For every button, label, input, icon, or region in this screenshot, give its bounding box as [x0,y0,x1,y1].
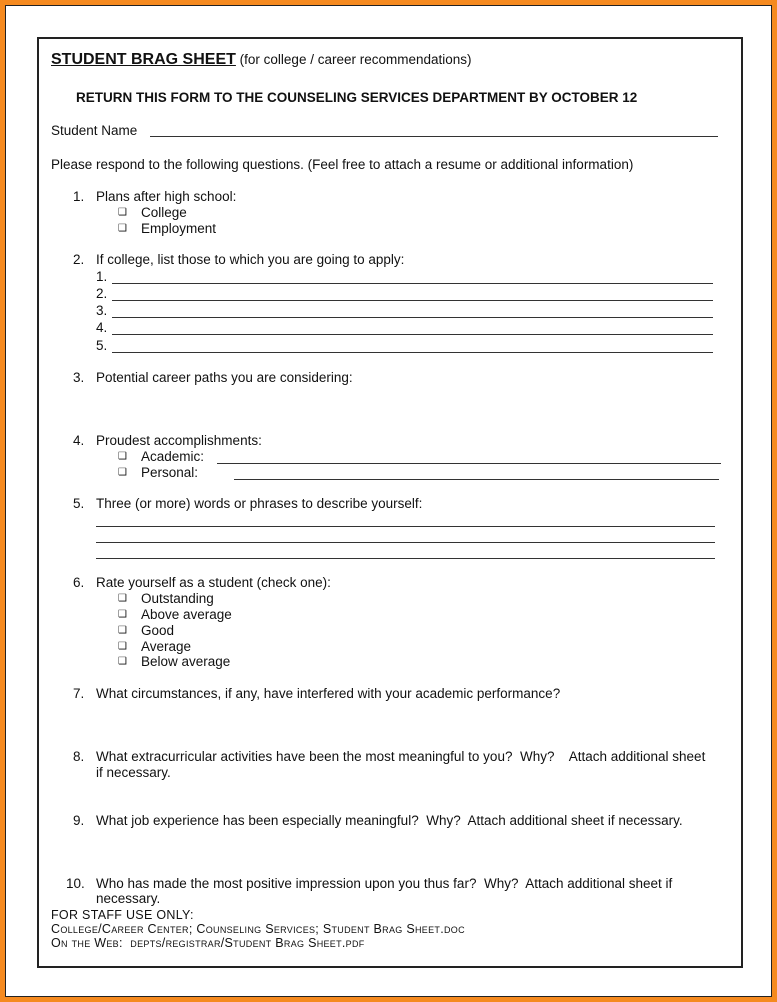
college-3-label: 3. [96,303,108,318]
student-name-field[interactable] [150,136,718,137]
option-average: Average [141,639,192,654]
q10-text-cont: necessary. [96,891,161,906]
option-below-average: Below average [141,654,231,669]
q9-number: 9. [73,813,85,828]
checkbox-good[interactable]: ❑ [118,625,127,636]
q9-text: What job experience has been especially meaningful? Why? Attach additional sheet if necessary. [96,813,683,828]
form-title: STUDENT BRAG SHEET [51,51,236,68]
checkbox-college[interactable]: ❑ [118,207,127,218]
return-notice: RETURN THIS FORM TO THE COUNSELING SERVICES DEPARTMENT BY OCTOBER 12 [76,90,638,105]
option-outstanding: Outstanding [141,591,214,606]
q7-text: What circumstances, if any, have interfered with your academic performance? [96,686,561,701]
option-college: College [141,205,187,220]
q7-number: 7. [73,686,85,701]
form-header [51,52,472,68]
instructions: Please respond to the following questions. (Feel free to attach a resume or additional information) [51,157,634,172]
checkbox-employment[interactable]: ❑ [118,223,127,234]
q1-text: Plans after high school: [96,189,237,204]
checkbox-average[interactable]: ❑ [118,641,127,652]
describe-field-3[interactable] [96,558,715,559]
form-subtitle: (for college / career recommendations) [239,52,472,67]
q1-number: 1. [73,189,85,204]
q3-number: 3. [73,370,85,385]
q8-text: What extracurricular activities have been the most meaningful to you? Why? Attach additional sheet [96,749,706,764]
describe-field-1[interactable] [96,526,715,527]
q2-text: If college, list those to which you are going to apply: [96,252,405,267]
college-1-field[interactable] [112,283,713,284]
q4-number: 4. [73,433,85,448]
checkbox-above-average[interactable]: ❑ [118,609,127,620]
q6-text: Rate yourself as a student (check one): [96,575,331,590]
q2-number: 2. [73,252,85,267]
academic-label: Academic: [141,449,205,464]
option-above-average: Above average [141,607,232,622]
q8-text-cont: if necessary. [96,765,171,780]
checkbox-academic[interactable]: ❑ [118,451,127,462]
option-employment: Employment [141,221,217,236]
college-2-label: 2. [96,286,108,301]
q5-text: Three (or more) words or phrases to describe yourself: [96,496,423,511]
checkbox-personal[interactable]: ❑ [118,467,127,478]
college-2-field[interactable] [112,300,713,301]
q5-number: 5. [73,496,85,511]
q4-text: Proudest accomplishments: [96,433,262,448]
student-name-label: Student Name [51,123,138,138]
checkbox-outstanding[interactable]: ❑ [118,593,127,604]
college-3-field[interactable] [112,317,713,318]
q3-text: Potential career paths you are considering: [96,370,353,385]
describe-field-2[interactable] [96,542,715,543]
option-good: Good [141,623,175,638]
web-location: On the Web: depts/registrar/Student Brag Sheet.pdf [51,936,365,950]
staff-use-label: FOR STAFF USE ONLY: [51,908,194,922]
q6-number: 6. [73,575,85,590]
college-5-label: 5. [96,338,108,353]
college-5-field[interactable] [112,352,713,353]
personal-field[interactable] [234,479,719,480]
file-location: College/Career Center; Counseling Services; Student Brag Sheet.doc [51,922,465,936]
q8-number: 8. [73,749,85,764]
q10-number: 10. [66,876,85,891]
college-1-label: 1. [96,269,108,284]
college-4-label: 4. [96,320,108,335]
checkbox-below-average[interactable]: ❑ [118,656,127,667]
q10-text: Who has made the most positive impression upon you thus far? Why? Attach additional sheet if [96,876,673,891]
academic-field[interactable] [217,463,721,464]
personal-label: Personal: [141,465,199,480]
college-4-field[interactable] [112,334,713,335]
